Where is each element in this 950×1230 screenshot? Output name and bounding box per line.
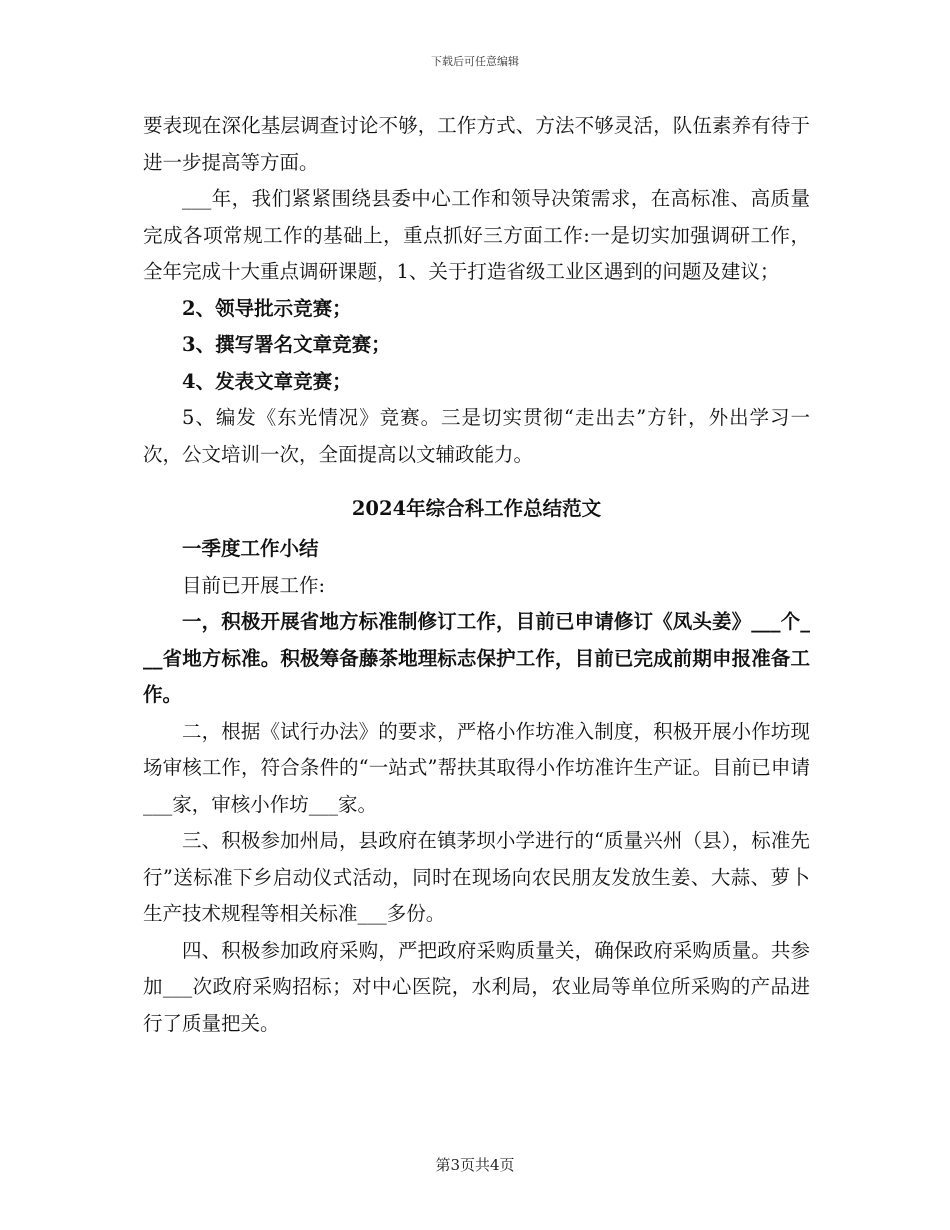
list-item-competition-4: 4、发表文章竞赛； <box>182 369 352 393</box>
subheading-quarter-summary: 一季度工作小结 <box>182 537 319 560</box>
paragraph-item-1: 一，积极开展省地方标准制修订工作，目前已申请修订《凤头姜》___个___省地方标准。积极筹备藤茶地理标志保护工作，目前已完成前期申报准备工作。 <box>143 610 810 706</box>
paragraph-item-4: 四、积极参加政府采购，严把政府采购质量关，确保政府采购质量。共参加___次政府采购招标；对中心医院，水利局，农业局等单位所采购的产品进行了质量把关。 <box>143 938 810 1035</box>
document-body <box>143 108 810 1042</box>
page-header: 下载后可任意编辑 <box>431 55 519 68</box>
list-item-competition-5: 5、编发《东光情况》竞赛。三是切实贯彻“走出去”方针，外出学习一次，公文培训一次，全面提高以文辅政能力。 <box>143 406 810 466</box>
paragraph-item-2: 二，根据《试行办法》的要求，严格小作坊准入制度，积极开展小作坊现场审核工作，符合条件的“一站式”帮扶其取得小作坊准许生产证。目前已申请___家，审核小作坊___家。 <box>143 719 810 816</box>
list-item-competition-2: 2、领导批示竞赛； <box>182 296 352 320</box>
paragraph-work-started: 目前已开展工作: <box>182 573 326 597</box>
page-footer: 第3页共4页 <box>435 1156 515 1174</box>
paragraph-work-focus: ___年，我们紧紧围绕县委中心工作和领导决策需求，在高标准、高质量完成各项常规工作的基础上，重点抓好三方面工作:一是切实加强调研工作，全年完成十大重点调研课题，1、关于打造省级工业区遇到的问题及建议； <box>143 187 810 283</box>
list-item-competition-3: 3、撰写署名文章竞赛； <box>182 333 391 356</box>
paragraph-continuation: 要表现在深化基层调查讨论不够，工作方式、方法不够灵活，队伍素养有待于进一步提高等方面。 <box>143 114 810 174</box>
paragraph-item-3: 三、积极参加州局，县政府在镇茅坝小学进行的“质量兴州（县），标准先行”送标准下乡启动仪式活动，同时在现场向农民朋友发放生姜、大蒜、萝卜生产技术规程等相关标准___多份。 <box>143 829 810 925</box>
section-title: 2024年综合科工作总结范文 <box>351 497 602 520</box>
